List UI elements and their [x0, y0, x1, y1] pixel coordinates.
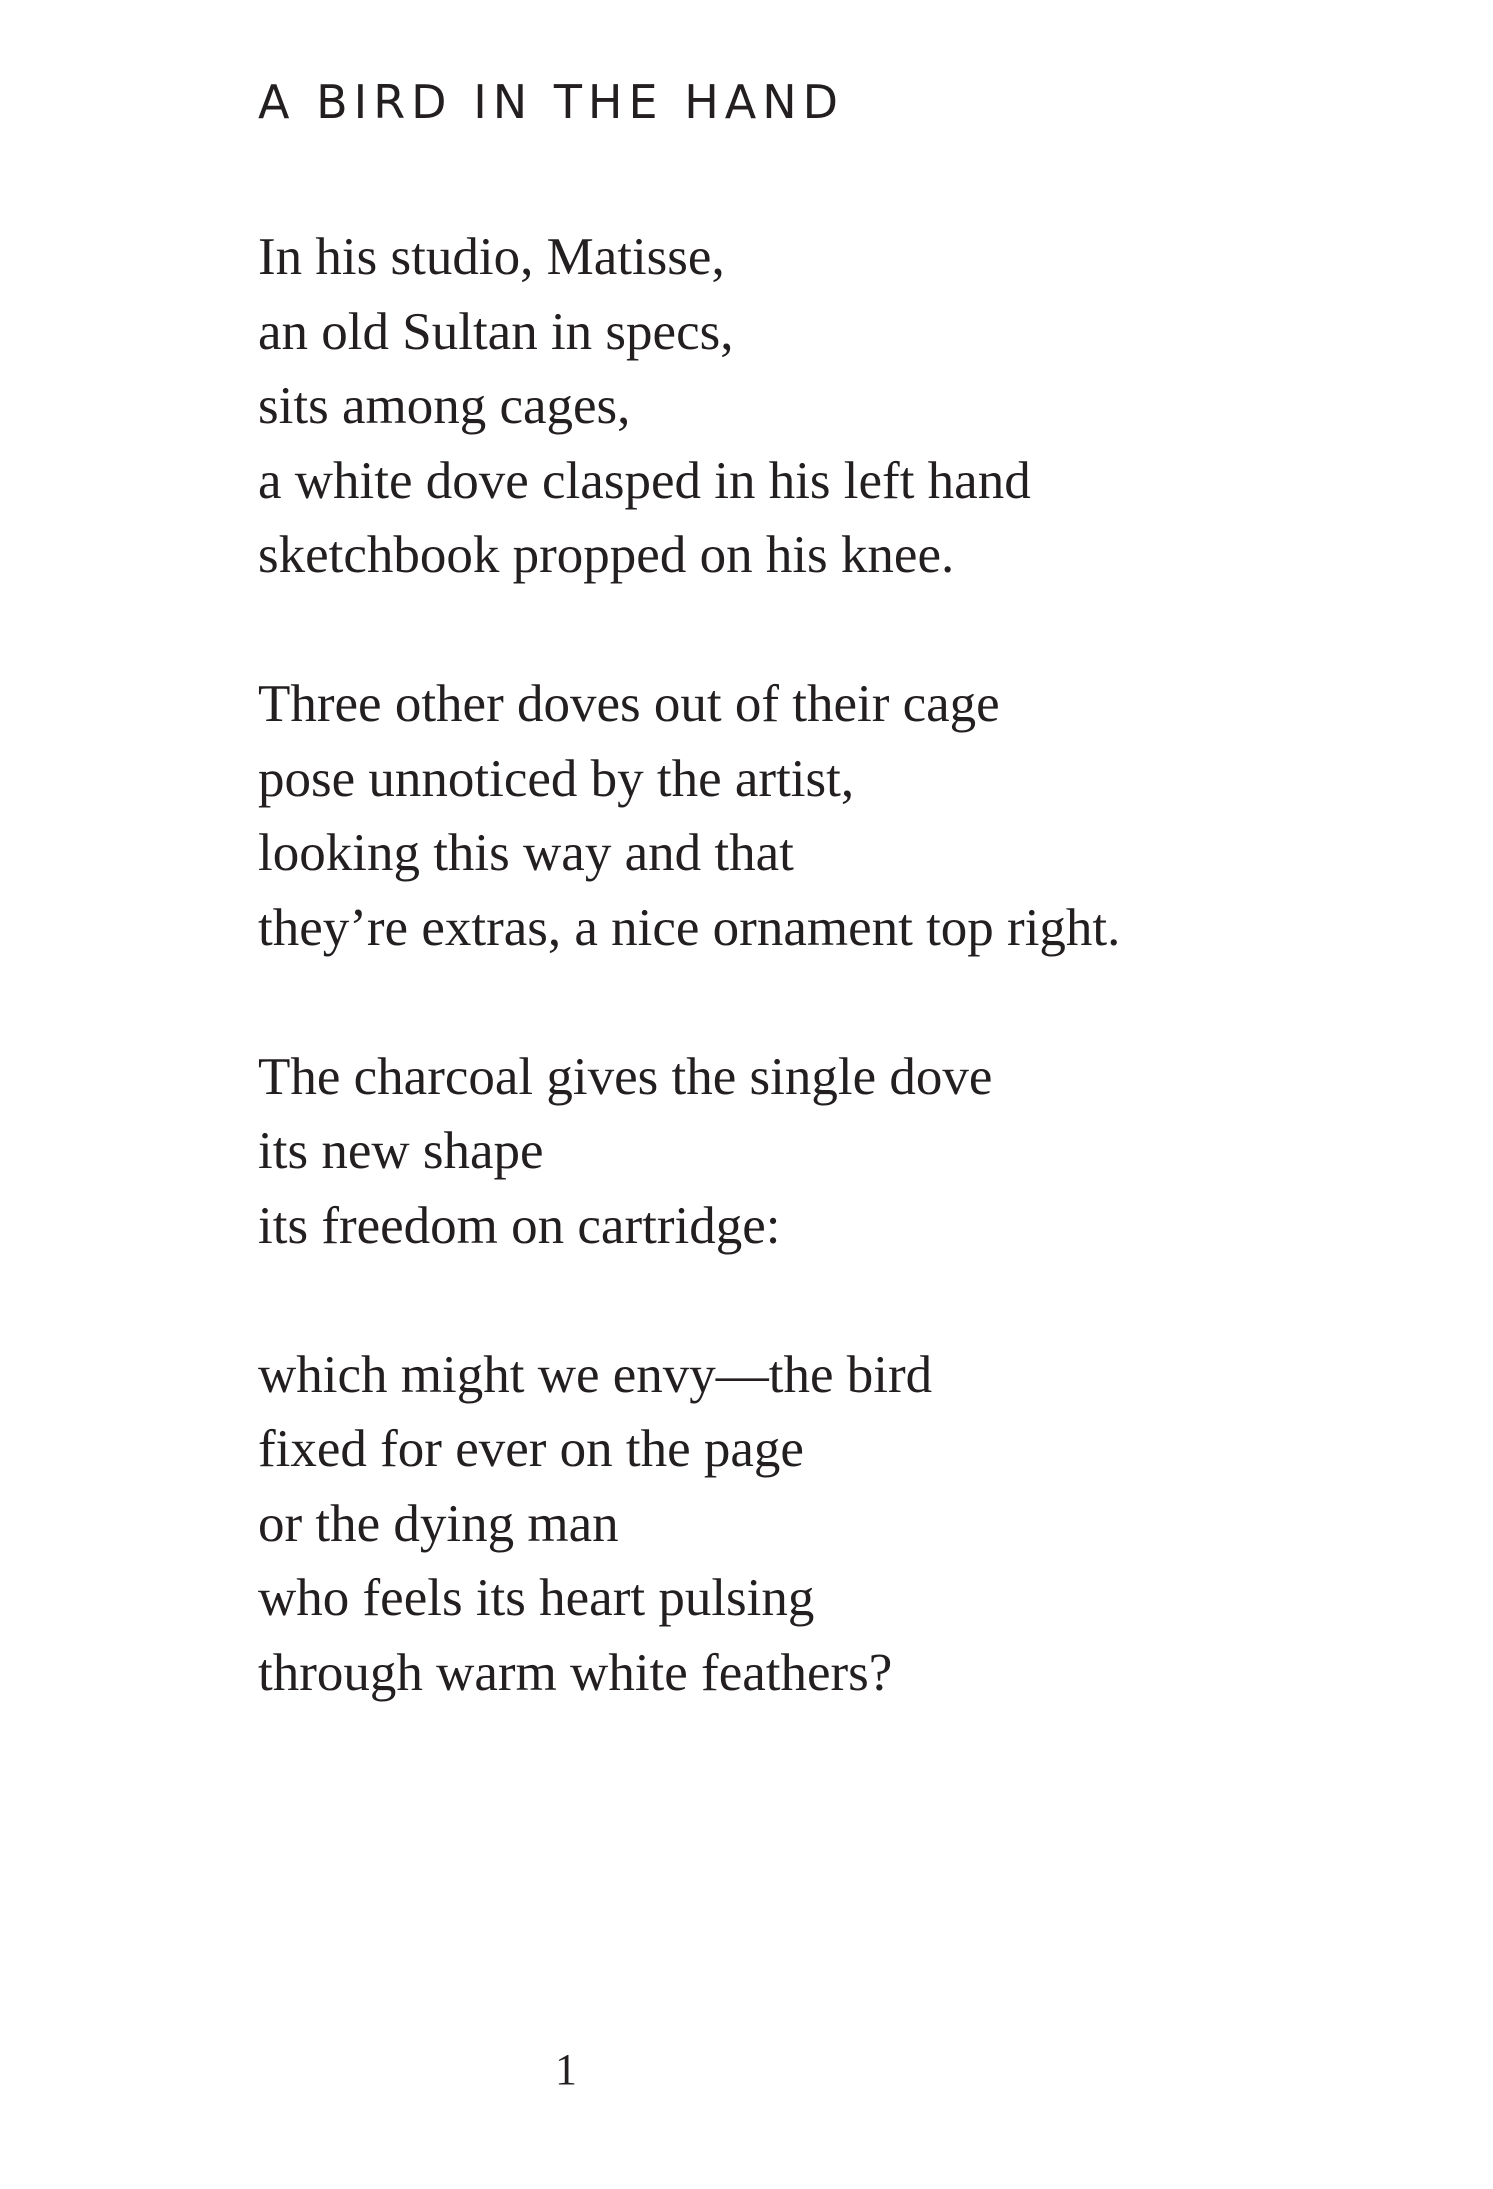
poem-line: a white dove clasped in his left hand [258, 451, 1031, 510]
poem-line: or the dying man [258, 1494, 619, 1553]
poem-line: sketchbook propped on his knee. [258, 526, 955, 584]
poem-line: who feels its heart pulsing [258, 1569, 815, 1627]
page-number: 1 [555, 2045, 577, 2094]
poem-line: pose unnoticed by the artist, [258, 749, 855, 808]
poem-line: its new shape [258, 1122, 544, 1180]
poem-line: they’re extras, a nice ornament top right. [258, 898, 1121, 957]
stanza-3 [258, 1040, 1358, 1264]
poem-body [258, 220, 1358, 1710]
poem-line: looking this way and that [258, 824, 794, 882]
poem-title: A BIRD IN THE HAND [258, 75, 845, 129]
poem-line: fixed for ever on the page [258, 1420, 804, 1478]
poem-line: through warm white feathers? [258, 1643, 893, 1702]
stanza-1 [258, 220, 1358, 593]
poem-line: The charcoal gives the single dove [258, 1047, 993, 1106]
poem-line: an old Sultan in specs, [258, 302, 734, 361]
poem-line: sits among cages, [258, 377, 631, 435]
poem-line: In his studio, Matisse, [258, 228, 725, 286]
stanza-2 [258, 667, 1358, 965]
poem-line: its freedom on cartridge: [258, 1196, 781, 1255]
stanza-4 [258, 1338, 1358, 1711]
poem-line: Three other doves out of their cage [258, 675, 1000, 733]
poem-line: which might we envy—the bird [258, 1345, 933, 1404]
